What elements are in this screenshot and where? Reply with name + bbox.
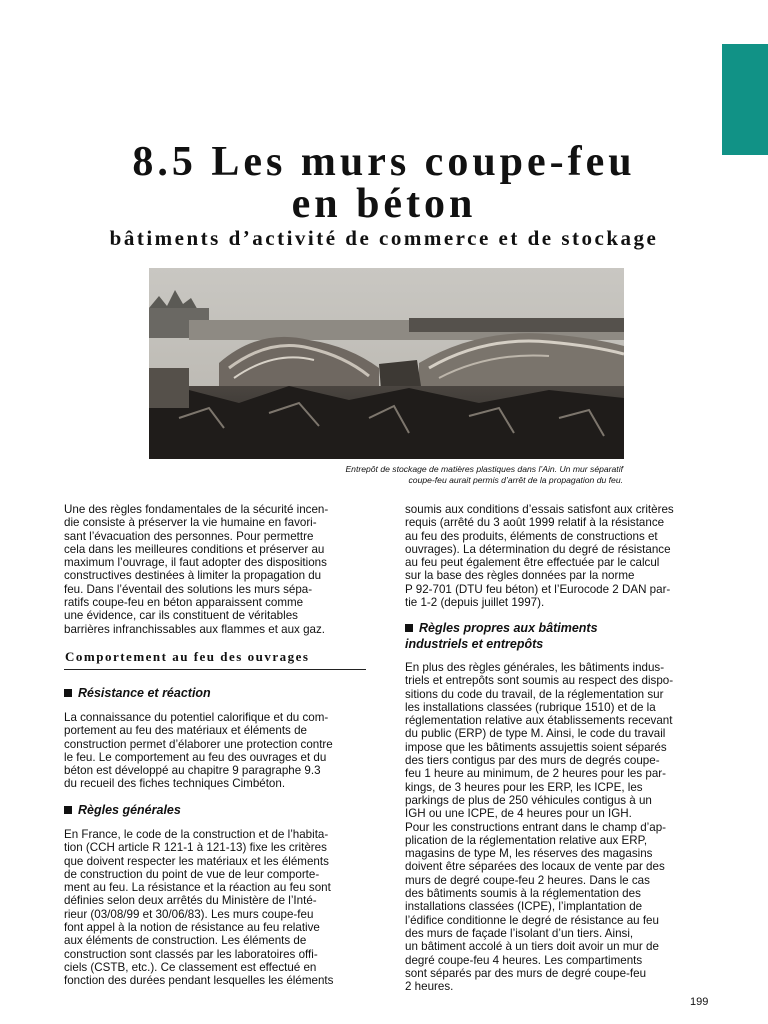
square-bullet-icon xyxy=(64,689,72,697)
square-bullet-icon xyxy=(405,624,413,632)
page-number: 199 xyxy=(690,996,709,1008)
burned-warehouse-photo xyxy=(149,268,624,459)
intro-paragraph: Une des règles fondamentales de la sécurité incen- die consiste à préserver la vie humaine en favori- sant l’évacuation des personnes. Pour permettre cela dans les meilleures conditions et préserver au maximum l’ouvrage, il faut adopter des dispositions constructives destinées à limiter la propagation du feu. Dans l’éventail des solutions les murs sépa- ratifs coupe-feu en béton apparaissent comme une évidence, car ils constituent de véritables barrières infranchissables aux flammes et aux gaz. xyxy=(64,503,329,636)
page-subtitle: bâtiments d’activité de commerce et de stockage xyxy=(109,226,659,250)
subheading-general-rules: Règles générales xyxy=(64,802,181,818)
square-bullet-icon xyxy=(64,806,72,814)
industrial-rules-paragraph: En plus des règles générales, les bâtiments indus- triels et entrepôts sont soumis au respect des dispo- sitions du code du travail, de la réglementation sur les installations classées (rubrique 1510) et de la réglementation relative aux établissements recevant du public (ERP) de type M. Ainsi, le code du travail impose que les bâtiments assujettis soient séparés des tiers contigus par des murs de degrés coupe- feu 1 heure au minimum, de 2 heures pour les par- kings, de 3 heures pour les ERP, les ICPE, les parkings de plus de 250 véhicules contigus à un IGH ou une ICPE, de 4 heures pour un IGH. Pour les constructions entrant dans le champ d’ap- plication de la réglementation relative aux ERP, magasins de type M, les réserves des magasins doivent être séparées des locaux de vente par des murs de degré coupe-feu 2 heures. Dans le cas des bâtiments soumis à la réglementation des installations classées (ICPE), l’implantation de l’édifice conditionne le degré de résistance au feu des murs de façade l’isolant d’un tiers. Ainsi, un bâtiment accolé à un tiers doit avoir un mur de degré coupe-feu 4 heures. Les compartiments sont séparés par des murs de degré coupe-feu 2 heures. xyxy=(405,661,674,994)
section-divider xyxy=(64,669,366,670)
figure-caption: Entrepôt de stockage de matières plastiques dans l’Ain. Un mur séparatif coupe-feu aurait permis d’arrêt de la propagation du feu. xyxy=(345,464,623,485)
page-title-line2: en béton xyxy=(291,181,477,227)
subheading-industrial-rules: Règles propres aux bâtiments industriels et entrepôts xyxy=(405,621,598,651)
section-title: Comportement au feu des ouvrages xyxy=(65,649,310,664)
subheading-resistance: Résistance et réaction xyxy=(64,685,211,701)
general-rules-paragraph: En France, le code de la construction et de l’habita- tion (CCH article R 121-1 à 121-13) fixe les critères que doivent respecter les matériaux et les éléments de construction du point de vue de leur comporte- ment au feu. La résistance et la réaction au feu sont définies selon deux arrêtés du Ministère de l’Inté- rieur (03/08/99 et 30/06/83). Les murs coupe-feu font appel à la notion de résistance au feu relative aux éléments de construction. Les éléments de construction sont classés par les laboratoires offi- ciels (CSTB, etc.). Ce classement est effectué en fonction des durées pendant lesquelles les éléments xyxy=(64,828,334,988)
resistance-paragraph: La connaissance du potentiel calorifique et du com- portement au feu des matériaux et éléments de construction permet d’élaborer une protection contre le feu. Le comportement au feu des ouvrages et du béton est développé au chapitre 9 paragraphe 9.3 du recueil des fiches techniques Cimbéton. xyxy=(64,711,333,791)
continued-paragraph: soumis aux conditions d’essais satisfont aux critères requis (arrêté du 3 août 1999 relatif à la résistance au feu des produits, éléments de constructions et ouvrages). La détermination du degré de résistance au feu peut également être effectuée par le calcul sur la base des règles données par la norme P 92-701 (DTU feu béton) et l’Eurocode 2 DAN par- tie 1-2 (depuis juillet 1997). xyxy=(405,503,674,610)
page-title: 8.5 Les murs coupe-feu xyxy=(132,139,636,185)
